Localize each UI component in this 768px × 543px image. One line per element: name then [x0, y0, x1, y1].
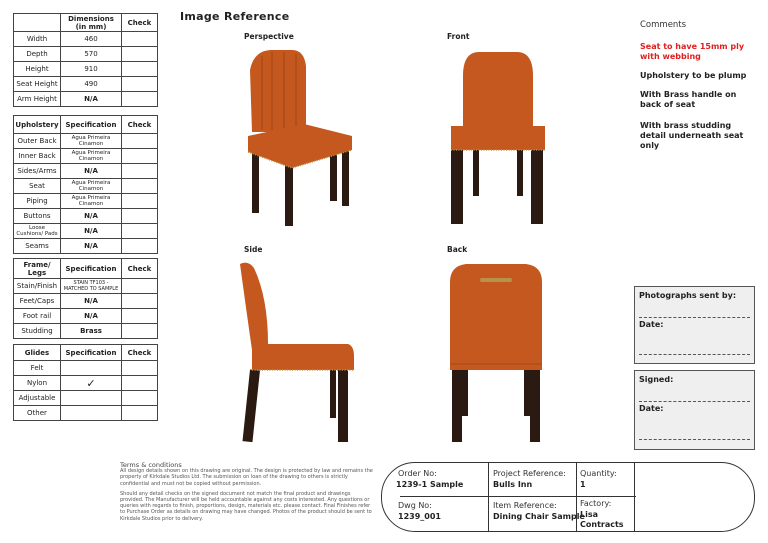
- check-cell[interactable]: [122, 209, 158, 224]
- quantity-label: Quantity:: [580, 469, 617, 478]
- check-cell[interactable]: [122, 239, 158, 254]
- glides-table: [13, 344, 158, 421]
- date-label: Date:: [639, 320, 664, 329]
- row-label: Seams: [14, 239, 61, 254]
- row-value: [61, 391, 122, 406]
- terms-title: Terms & conditions: [120, 461, 182, 469]
- row-value: STAIN TF103 - MATCHED TO SAMPLE: [61, 279, 122, 294]
- check-cell[interactable]: [122, 279, 158, 294]
- header-cell: Check: [122, 259, 158, 279]
- row-label: Depth: [14, 47, 61, 62]
- item-value: Dining Chair Sample: [493, 512, 585, 521]
- row-label: Loose Cushions/ Pads: [14, 224, 61, 239]
- photographs-label: Photographs sent by:: [639, 291, 737, 300]
- check-cell[interactable]: [122, 361, 158, 376]
- row-label: Feet/Caps: [14, 294, 61, 309]
- divider: [634, 463, 635, 531]
- divider: [639, 354, 750, 355]
- divider: [639, 317, 750, 318]
- check-cell[interactable]: [122, 391, 158, 406]
- row-value: [61, 406, 122, 421]
- row-value: Agua Primeira Cinamon: [61, 134, 122, 149]
- row-value: N/A: [61, 224, 122, 239]
- row-label: Foot rail: [14, 309, 61, 324]
- order-value: 1239-1 Sample: [396, 480, 464, 489]
- view-label-side: Side: [244, 245, 263, 254]
- row-label: Arm Height: [14, 92, 61, 107]
- row-value: 570: [61, 47, 122, 62]
- header-cell: Check: [122, 14, 158, 32]
- divider: [488, 463, 489, 531]
- terms-block: [120, 462, 375, 522]
- header-cell: Frame/ Legs: [14, 259, 61, 279]
- check-cell[interactable]: [122, 164, 158, 179]
- quantity-value: 1: [580, 480, 586, 489]
- chair-front-image: [445, 46, 551, 228]
- row-value: N/A: [61, 209, 122, 224]
- divider: [639, 401, 750, 402]
- check-cell[interactable]: [122, 224, 158, 239]
- row-label: Seat Height: [14, 77, 61, 92]
- check-cell[interactable]: [122, 134, 158, 149]
- row-value: [61, 361, 122, 376]
- row-value: Agua Primeira Cinamon: [61, 194, 122, 209]
- row-label: Other: [14, 406, 61, 421]
- check-cell[interactable]: [122, 92, 158, 107]
- factory-label: Factory:: [580, 499, 612, 508]
- dimensions-table: [13, 13, 158, 107]
- view-label-perspective: Perspective: [244, 32, 294, 41]
- check-cell[interactable]: [122, 32, 158, 47]
- checkmark-icon: ✓: [61, 376, 122, 391]
- header-cell: Check: [122, 345, 158, 361]
- check-cell[interactable]: [122, 376, 158, 391]
- row-value: 910: [61, 62, 122, 77]
- row-value: N/A: [61, 164, 122, 179]
- row-value: Agua Primeira Cinamon: [61, 149, 122, 164]
- check-cell[interactable]: [122, 294, 158, 309]
- comment-item: With brass studding detail underneath seat only: [640, 121, 744, 150]
- row-label: Inner Back: [14, 149, 61, 164]
- row-label: Seat: [14, 179, 61, 194]
- row-label: Nylon: [14, 376, 61, 391]
- upholstery-table: [13, 115, 158, 254]
- row-label: Felt: [14, 361, 61, 376]
- row-label: Outer Back: [14, 134, 61, 149]
- row-label: Buttons: [14, 209, 61, 224]
- comment-item: With Brass handle on back of seat: [640, 90, 737, 109]
- header-cell: [14, 14, 61, 32]
- row-label: Adjustable: [14, 391, 61, 406]
- check-cell[interactable]: [122, 47, 158, 62]
- factory-value: Lisa Contracts: [580, 510, 624, 529]
- row-value: 460: [61, 32, 122, 47]
- row-value: N/A: [61, 309, 122, 324]
- dwg-label: Dwg No:: [398, 501, 432, 510]
- check-cell[interactable]: [122, 194, 158, 209]
- chair-side-image: [238, 258, 358, 444]
- header-cell: Specification: [61, 116, 122, 134]
- row-value: 490: [61, 77, 122, 92]
- view-label-front: Front: [447, 32, 470, 41]
- project-label: Project Reference:: [493, 469, 566, 478]
- check-cell[interactable]: [122, 62, 158, 77]
- item-label: Item Reference:: [493, 501, 557, 510]
- terms-paragraph: All design details shown on this drawing are original. The design is protected by law and remains the property of Kirkdale Studios Ltd. The submission on loan of the drawing to others is strictly confidential and must not be copied without permission.: [120, 468, 373, 487]
- check-cell[interactable]: [122, 77, 158, 92]
- chair-perspective-image: [240, 46, 360, 228]
- date-label: Date:: [639, 404, 664, 413]
- header-cell: Specification: [61, 345, 122, 361]
- comment-item: Upholstery to be plump: [640, 71, 747, 80]
- chair-back-image: [448, 258, 544, 444]
- divider: [400, 496, 636, 497]
- comments-title: Comments: [640, 20, 687, 30]
- photographs-box: [634, 286, 755, 364]
- row-label: Sides/Arms: [14, 164, 61, 179]
- row-value: Agua Primeira Cinamon: [61, 179, 122, 194]
- row-label: Piping: [14, 194, 61, 209]
- header-cell: Upholstery: [14, 116, 61, 134]
- check-cell[interactable]: [122, 406, 158, 421]
- row-value: Brass: [61, 324, 122, 339]
- row-label: Height: [14, 62, 61, 77]
- row-label: Width: [14, 32, 61, 47]
- title-block: [381, 462, 755, 532]
- header-cell: Dimensions (in mm): [61, 14, 122, 32]
- dwg-value: 1239_001: [398, 512, 441, 521]
- check-cell[interactable]: [122, 149, 158, 164]
- view-label-back: Back: [447, 245, 468, 254]
- comment-item: Seat to have 15mm ply with webbing: [640, 42, 745, 61]
- order-label: Order No:: [398, 469, 437, 478]
- header-cell: Specification: [61, 259, 122, 279]
- row-value: N/A: [61, 294, 122, 309]
- row-label: Studding: [14, 324, 61, 339]
- project-value: Bulls Inn: [493, 480, 533, 489]
- check-cell[interactable]: [122, 309, 158, 324]
- frame-table: [13, 258, 158, 339]
- check-cell[interactable]: [122, 179, 158, 194]
- row-value: N/A: [61, 239, 122, 254]
- terms-paragraph: Should any detail checks on the signed document not match the final product and drawings provided. The Manufacturer will be held accountable against any costs interested. Any questions or queries with regards to finish, proportions, design, materials etc. please contact. Final Finishes refer to Purchase Order as details on drawing may have changed. Photos of the product should be sent to Kirkdale Studios prior to delivery.: [120, 490, 372, 522]
- check-cell[interactable]: [122, 324, 158, 339]
- signed-box: [634, 370, 755, 450]
- signed-label: Signed:: [639, 375, 674, 384]
- row-label: Stain/Finish: [14, 279, 61, 294]
- row-value: N/A: [61, 92, 122, 107]
- image-reference-title: Image Reference: [180, 10, 290, 23]
- divider: [639, 439, 750, 440]
- header-cell: Check: [122, 116, 158, 134]
- header-cell: Glides: [14, 345, 61, 361]
